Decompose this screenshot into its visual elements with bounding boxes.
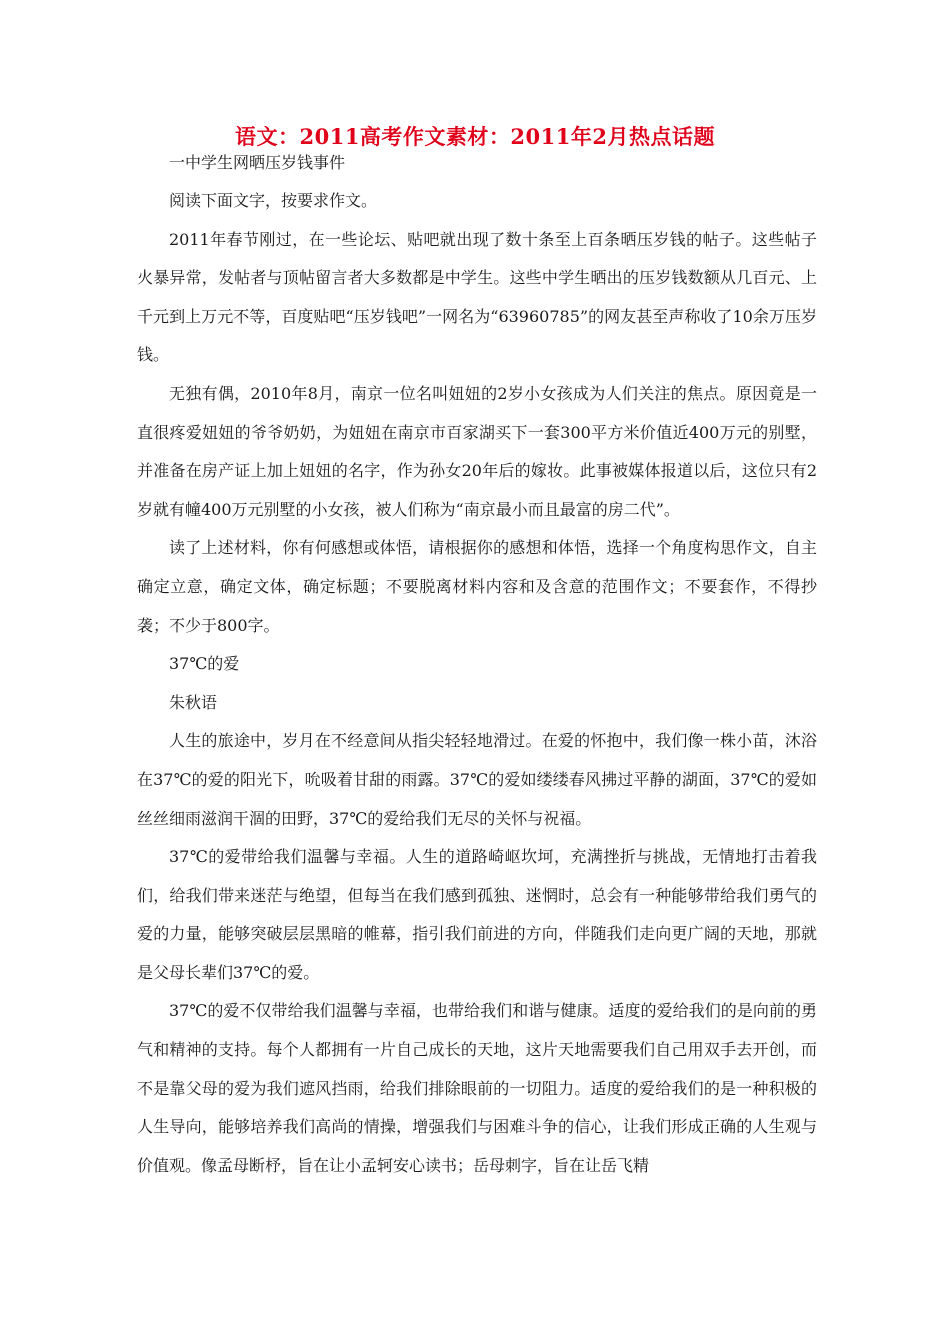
section-heading: 一中学生网晒压岁钱事件: [169, 153, 346, 172]
instruction-text: 阅读下面文字，按要求作文。: [169, 191, 378, 210]
document-title: 语文：2011高考作文素材：2011年2月热点话题: [234, 124, 715, 149]
essay-paragraph-3: 37℃的爱不仅带给我们温馨与幸福，也带给我们和谐与健康。适度的爱给我们的是向前的勇气和精神的支持。每个人都拥有一片自己成长的天地，这片天地需要我们自己用双手去开创，而不是靠父母的爱为我们遮风挡雨，给我们排除眼前的一切阻力。适度的爱给我们的是一种积极的人生导向，能够培养我们高尚的情操，增强我们与困难斗争的信心，让我们形成正确的人生观与价值观。像孟母断杼，旨在让小孟轲安心读书；岳母刺字，旨在让岳飞精: [137, 1001, 817, 1175]
material-paragraph-3: 读了上述材料，你有何感想或体悟，请根据你的感想和体悟，选择一个角度构思作文，自主确定立意，确定文体，确定标题；不要脱离材料内容和及含意的范围作文；不要套作，不得抄袭；不少于800字。: [137, 538, 817, 635]
document-body: [137, 151, 817, 1185]
essay-author: 朱秋语: [169, 692, 218, 712]
essay-title: 37℃的爱: [169, 654, 240, 674]
essay-paragraph-2: 37℃的爱带给我们温馨与幸福。人生的道路崎岖坎坷，充满挫折与挑战，无情地打击着我们，给我们带来迷茫与绝望，但每当在我们感到孤独、迷惘时，总会有一种能够带给我们勇气的爱的力量，能够突破层层黑暗的帷幕，指引我们前进的方向，伴随我们走向更广阔的天地，那就是父母长辈们37℃的爱。: [137, 847, 817, 982]
material-paragraph-2: 无独有偶，2010年8月，南京一位名叫妞妞的2岁小女孩成为人们关注的焦点。原因竟是一直很疼爱妞妞的爷爷奶奶，为妞妞在南京市百家湖买下一套300平方米价值近400万元的别墅，并准备在房产证上加上妞妞的名字，作为孙女20年后的嫁妆。此事被媒体报道以后，这位只有2岁就有幢400万元别墅的小女孩，被人们称为“南京最小而且最富的房二代”。: [137, 383, 817, 519]
essay-paragraph-1: 人生的旅途中，岁月在不经意间从指尖轻轻地滑过。在爱的怀抱中，我们像一株小苗，沐浴在37℃的爱的阳光下，吮吸着甘甜的雨露。37℃的爱如缕缕春风拂过平静的湖面，37℃的爱如丝丝细雨滋润干涸的田野，37℃的爱给我们无尽的关怀与祝福。: [137, 731, 817, 828]
material-paragraph-1: 2011年春节刚过，在一些论坛、贴吧就出现了数十条至上百条晒压岁钱的帖子。这些帖子火暴异常，发帖者与顶帖留言者大多数都是中学生。这些中学生晒出的压岁钱数额从几百元、上千元到上万元不等，百度贴吧“压岁钱吧”一网名为“63960785”的网友甚至声称收了10余万压岁钱。: [137, 229, 817, 365]
